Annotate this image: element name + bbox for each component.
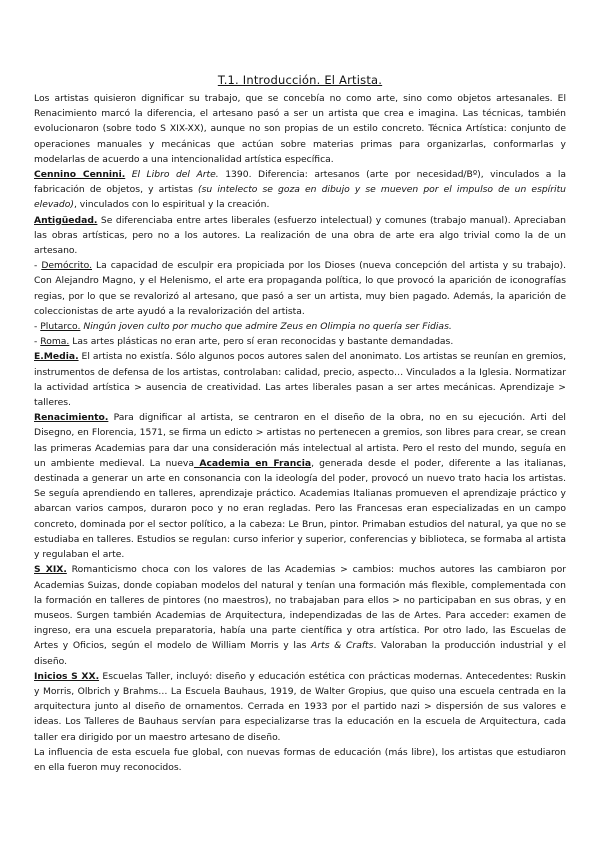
cennino-text-2: , vinculados con lo espiritual y la creación. bbox=[73, 199, 270, 211]
democrito-paragraph bbox=[34, 258, 566, 319]
page-title: T.1. Introducción. El Artista. bbox=[217, 73, 383, 87]
edad-media-heading: E.Media. bbox=[34, 351, 79, 363]
inicios-xx-paragraph bbox=[34, 669, 566, 745]
cennino-book-title: El Libro del Arte. bbox=[131, 169, 219, 181]
roma-paragraph bbox=[34, 334, 566, 349]
document-body bbox=[34, 91, 566, 775]
edad-media-paragraph bbox=[34, 349, 566, 410]
renacimiento-paragraph bbox=[34, 410, 566, 562]
plutarco-dash: - bbox=[34, 321, 41, 333]
renacimiento-text-1: Para dignificar al artista, se centraron en el diseño de la obra, no en su ejecución. Arti del Disegno, en Florencia, 1571, se firma un edicto > artistas no pertenecen a gremios, son libres para crear, se crean las primeras Academias para dar una consideración más intelectual al artista. Pero el resto del mundo, seguía en un ambiente medieval. La nueva bbox=[34, 412, 566, 469]
roma-dash: - bbox=[34, 336, 41, 348]
antiguedad-heading: Antigüedad. bbox=[34, 214, 98, 226]
renacimiento-heading: Renacimiento. bbox=[34, 412, 109, 424]
cennino-quote: (su intelecto se goza en dibujo y se mueven por el impulso de un espíritu elevado) bbox=[34, 184, 566, 211]
antiguedad-text: Se diferenciaba entre artes liberales (esfuerzo intelectual) y comunes (trabajo manual). Apreciaban las obras artísticas, pero no a los autores. La realización de una obra de arte era algo trivial como la de un artesano. bbox=[34, 214, 566, 257]
s-xix-heading: S XIX. bbox=[34, 564, 67, 576]
cennino-text-1: 1390. Diferencia: artesanos (arte por necesidad/Bº), vinculados a la fabricación de objetos, y artistas bbox=[34, 169, 567, 196]
democrito-dash: - bbox=[34, 260, 42, 272]
s-xix-text-1: Romanticismo choca con los valores de las Academias > cambios: muchos autores las cambiaron por Academias Suizas, donde copiaban modelos del natural y tenían una formación más flexible, complementada con la formación en talleres de pintores (no maestros), no trabajaban para ellos > no participaban en sus obras, y en museos. Surgen también Academias de Arquitectura, independizadas de las de Artes. Para acceder: examen de ingreso, era una escuela preparatoria, había una parte científica y otra artística. Por otro lado, las Escuelas de Artes y Oficios, según el modelo de William Morris y las bbox=[34, 564, 566, 652]
plutarco-quote: Ningún joven culto por mucho que admire Zeus en Olimpia no quería ser Fidias. bbox=[80, 321, 452, 333]
closing-paragraph: La influencia de esta escuela fue global, con nuevas formas de educación (más libre), los artistas que estudiaron en ella fueron muy reconocidos. bbox=[34, 746, 566, 773]
plutarco-paragraph bbox=[34, 319, 566, 334]
plutarco-name: Plutarco. bbox=[40, 321, 81, 333]
cennino-heading: Cennino Cennini. bbox=[34, 169, 126, 181]
roma-name: Roma. bbox=[40, 336, 70, 348]
roma-text: Las artes plásticas no eran arte, pero sí eran reconocidas y bastante demandadas. bbox=[69, 336, 454, 348]
edad-media-text: El artista no existía. Sólo algunos pocos autores salen del anonimato. Los artistas se reunían en gremios, instrumentos de defensa de los artistas, controlaban: calidad, precio, aspecto… Vinculados a la Iglesia. Normatizar la actividad artística > ausencia de creatividad. Las artes liberales pasan a ser artes mecánicas. Aprendizaje > talleres. bbox=[34, 351, 566, 409]
antiguedad-paragraph bbox=[34, 213, 566, 259]
inicios-xx-text: Escuelas Taller, incluyó: diseño y educación estética con prácticas modernas. Antecedentes: Ruskin y Morris, Olbrich y Brahms… La Escuela Bauhaus, 1919, de Walter Gropius, que quiso una escuela centrada en la arquitectura junto al diseño de ornamentos. Cerrada en 1933 por el partido nazi > dispersión de sus valores e ideas. Los Talleres de Bauhaus servían para especializarse tras la educación en la escuela de Arquitectura, cada taller era dirigido por un maestro artesano de diseño. bbox=[34, 670, 567, 743]
s-xix-text-2: . Valoraban la producción industrial y el diseño. bbox=[34, 640, 566, 667]
renacimiento-text-2: , generada desde el poder, diferente a las italianas, destinada a generar un arte en consonancia con la ideología del poder, provocó un nuevo trato hacia los artistas. Se seguía aprendiendo en talleres, aprendizaje práctico. Academias Italianas promueven el aprendizaje práctico y abarcan varios campos, duraron poco y no eran regladas. Pero las Francesas eran especializadas en un campo concreto, dominada por el sector político, a la cabeza: Le Brun, pintor. Primaban estudios del natural, ya que no se estudiaba en talleres. Estudios se regulan: curso inferior y superior, conferencias y biblioteca, se formaba al artista y regulaban el arte. bbox=[34, 457, 566, 561]
arts-crafts: Arts & Crafts bbox=[311, 640, 374, 652]
academia-francia-link: Academia en Francia bbox=[193, 457, 312, 469]
cennino-paragraph bbox=[34, 167, 566, 213]
inicios-xx-heading: Inicios S XX. bbox=[34, 670, 100, 682]
democrito-name: Demócrito. bbox=[41, 260, 92, 272]
democrito-text: La capacidad de esculpir era propiciada por los Dioses (nueva concepción del artista y su trabajo). Con Alejandro Magno, y el Helenismo, el arte era propaganda política, lo que provocó la aparición de iconografías regias, por lo que se revalorizó al artesano, que pasó a ser un artista, muy bien pagado. Además, la aparición de coleccionistas de arte ayudó a la revalorización del artista. bbox=[34, 260, 566, 317]
intro-paragraph: Los artistas quisieron dignificar su trabajo, que se concebía no como arte, sino como objetos artesanales. El Renacimiento marcó la diferencia, el artesano pasó a ser un artista que crea e imagina. Las técnicas, también evolucionaron (sobre todo S XIX-XX), aunque no son propias de un estilo concreto. Técnica Artística: conjunto de operaciones manuales y mecánicas que actúan sobre materias primas para organizarlas, conformarlas y modelarlas de acuerdo a una intencionalidad artística específica. bbox=[34, 93, 566, 165]
s-xix-paragraph bbox=[34, 562, 566, 668]
